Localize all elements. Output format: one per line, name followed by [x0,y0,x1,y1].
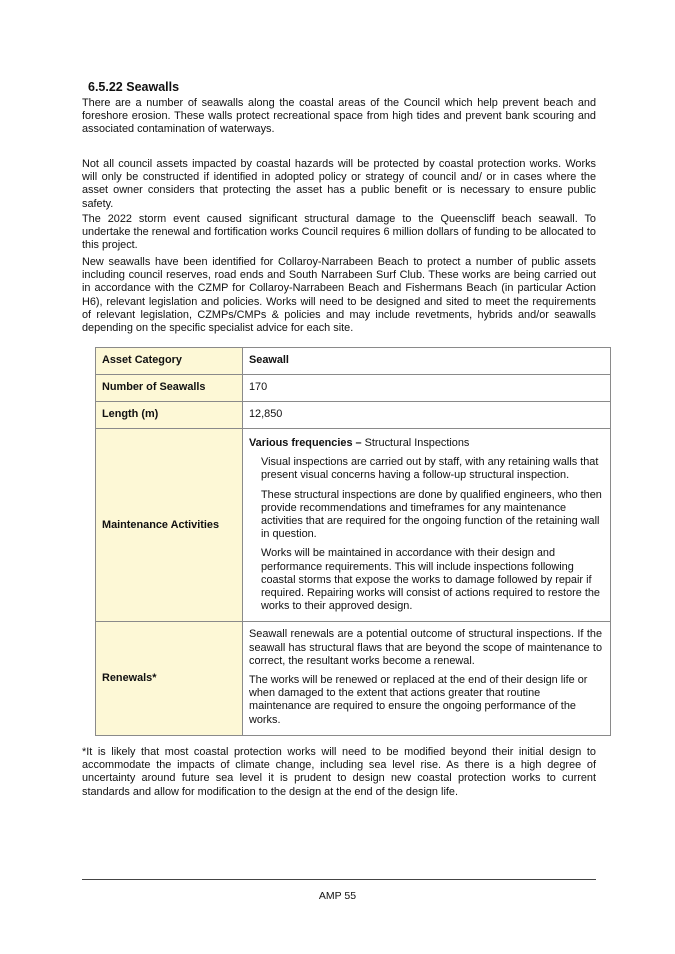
asset-category-label: Asset Category [96,348,243,375]
maintenance-heading-rest: Structural Inspections [361,437,470,449]
new-seawalls-paragraph: New seawalls have been identified for Collaroy-Narrabeen Beach to protect a number of public assets including council reserves, road ends and South Narrabeen Surf Club. These works are being carried out in accordance with the CZMP for Collaroy-Narrabeen Beach and Fishermans Beach (in particular Action H6), relevant legislation and policies. Works will need to be designed and sited to meet the requirements of relevant legislation, CZMPs/CMPs & policies and may include revetments, hybrids and/or seawalls depending on the specific specialist advice for each site. [82,256,596,335]
table-row-number [96,375,611,402]
footer-divider [82,879,596,880]
section-heading: 6.5.22 Seawalls [88,80,180,94]
intro-paragraph: There are a number of seawalls along the coastal areas of the Council which help prevent beach and foreshore erosion. These walls protect recreational space from high tides and prevent bank scouring and associated contamination of waterways. [82,97,596,136]
protection-policy-paragraph: Not all council assets impacted by coastal hazards will be protected by coastal protection works. Works will only be constructed if identified in adopted policy or strategy of council and/ or in cases where the asset owner considers that protecting the asset has a public benefit or is necessary to ensure public safety. [82,158,596,210]
table-row-maintenance [96,429,611,622]
length-label: Length (m) [96,402,243,429]
storm-event-paragraph: The 2022 storm event caused significant structural damage to the Queenscliff beach seawall. To undertake the renewal and fortification works Council requires 6 million dollars of funding to be allocated to this project. [82,213,596,252]
length-value: 12,850 [243,402,611,429]
asset-category-value: Seawall [243,348,611,375]
maintenance-cell [243,429,611,622]
table-row-renewals [96,622,611,735]
number-label: Number of Seawalls [96,375,243,402]
seawall-asset-table [95,347,611,736]
maintenance-item: Visual inspections are carried out by staff, with any retaining walls that present visual concerns having a follow-up structural inspection. [261,456,599,482]
number-value: 170 [243,375,611,402]
renewals-item: The works will be renewed or replaced at the end of their design life or when damaged to the extent that actions greater that routine maintenance are required to ensure the ongoing performance of the works. [249,674,588,726]
maintenance-heading [249,437,606,450]
table-row-asset-category [96,348,611,375]
maintenance-item: Works will be maintained in accordance with their design and performance requirements. This will include inspections following coastal storms that expose the works to damage followed by repair if required. Repairing works will consist of actions required to restore the works to their approved design. [261,547,600,613]
renewals-item: Seawall renewals are a potential outcome of structural inspections. If the seawall has structural flaws that are beyond the scope of maintenance to correct, the resultant works become a renewal. [249,628,602,667]
table-row-length [96,402,611,429]
maintenance-heading-bold: Various frequencies – [249,437,362,449]
maintenance-item: These structural inspections are done by qualified engineers, who then provide recommendations and timeframes for any maintenance activities that are required for the ongoing function of the retaining wall in question. [261,488,602,541]
renewals-label: Renewals* [96,622,243,735]
maintenance-label: Maintenance Activities [96,429,243,622]
renewals-cell [243,622,611,735]
footnote: *It is likely that most coastal protection works will need to be modified beyond their initial design to accommodate the impacts of climate change, including sea level rise. As there is a high degree of uncertainty around future sea level it is prudent to design new coastal protection works to current standards and allow for modification to the design at the end of the design life. [82,746,596,798]
page-number: AMP 55 [318,890,357,902]
